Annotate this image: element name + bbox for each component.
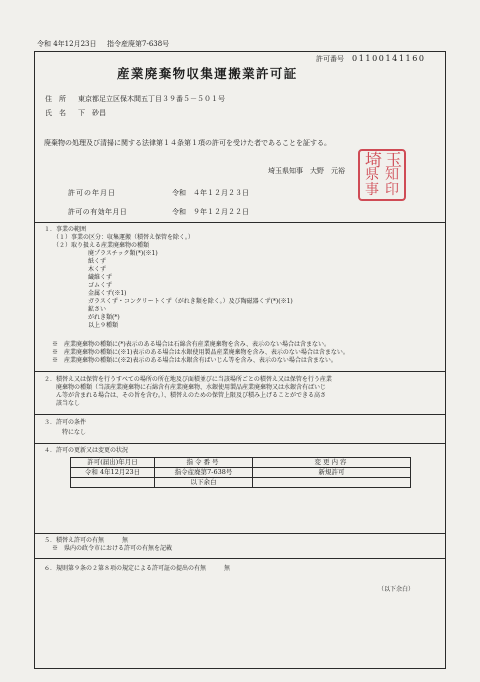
certificate-title: 産業廃棄物収集運搬業許可証 <box>117 66 298 81</box>
expiry-date-value: 令和 ９年１２月２２日 <box>172 208 249 216</box>
section2-line: ん等が含まれる場合は、その旨を含む。）、積替えのための保管上限及び積み上げることができる高さ <box>44 392 327 399</box>
certification-statement: 廃棄物の処理及び清掃に関する法律第１４条第１項の許可を受けた者であることを証する。 <box>44 139 331 147</box>
official-seal <box>358 149 406 201</box>
waste-item: 以上９種類 <box>88 322 119 329</box>
seal-char: 県 <box>365 167 379 183</box>
section-divider <box>34 443 446 444</box>
issued-date-label: 許可の年月日 <box>68 189 116 197</box>
waste-types-heading: （２）取り扱える産業廃棄物の種類 <box>53 242 150 249</box>
name-label: 氏 名 <box>45 109 66 117</box>
waste-item: 廃プラスチック類(*)(※1) <box>88 250 158 257</box>
column-header: 指令番号 <box>155 458 253 468</box>
seal-char: 事 <box>365 182 379 198</box>
section-divider <box>34 533 446 534</box>
section-divider <box>34 222 446 223</box>
table-cell <box>71 478 155 488</box>
waste-item: ガラスくず・コンクリートくず（がれき類を除く。）及び陶磁器くず(*)(※1) <box>88 298 293 305</box>
waste-item: がれき類(*) <box>88 314 120 321</box>
waste-item: ゴムくず <box>88 282 113 289</box>
table-cell: 指令産廃第7-638号 <box>155 468 253 478</box>
governor-name: 埼玉県知事 大野 元裕 <box>268 167 345 175</box>
seal-char: 玉 <box>385 151 402 171</box>
conditions-value: 特になし <box>62 429 87 436</box>
waste-item: 鉱さい <box>88 306 107 313</box>
section2-none: 該当なし <box>44 400 81 407</box>
table-header-row <box>71 458 411 468</box>
section-divider <box>34 371 446 372</box>
history-table <box>70 457 411 488</box>
section4-heading: ４．許可の更新又は変更の状況 <box>44 447 129 454</box>
table-row <box>71 468 411 478</box>
note-mercury-products: ※ 産業廃棄物の種類に(※1)表示のある場合は水銀使用製品産業廃棄物を含み、表示のない場合は含まない。 <box>52 349 349 356</box>
waste-item: 繊維くず <box>88 274 113 281</box>
column-header: 許可(届出)年月日 <box>71 458 155 468</box>
section2-line: ２．積替え又は保管を行うすべての場所の所在地及び面積並びに当該場所ごとの積替え又は保管を行う産業 <box>44 376 332 383</box>
reference-number: 指令産廃第7-638号 <box>107 40 170 48</box>
table-cell: 新規許可 <box>253 468 411 478</box>
section1-heading: １．事業の範囲 <box>44 226 87 233</box>
section-divider <box>34 414 446 415</box>
end-of-document: （以下余白） <box>378 586 415 593</box>
waste-item: 金属くず(※1) <box>88 290 127 297</box>
column-header: 変更内容 <box>253 458 411 468</box>
address-label: 住 所 <box>45 95 66 103</box>
seal-char: 印 <box>385 182 399 198</box>
table-cell: 令和 4年12月23日 <box>71 468 155 478</box>
section6-text: ６．規則第９条の２第８項の規定による許可証の提出の有無 無 <box>44 565 231 572</box>
table-cell <box>253 478 411 488</box>
section5-note: ※ 県内の政令市における許可の有無を記載 <box>52 545 173 552</box>
table-row <box>71 478 411 488</box>
table-cell: 以下余白 <box>155 478 253 488</box>
expiry-date-label: 許可の有効年月日 <box>68 208 128 216</box>
permit-number-label: 許可番号 <box>316 55 344 63</box>
name-value: 下 砂昌 <box>78 109 106 117</box>
business-category: （１）事業の区分：収集運搬（積替え保管を除く。） <box>53 234 194 241</box>
issue-date: 令和 4年12月23日 <box>37 40 97 48</box>
section5-heading: ５．積替え許可の有無 無 <box>44 537 129 544</box>
issued-date-value: 令和 ４年１２月２３日 <box>172 189 249 197</box>
note-asbestos: ※ 産業廃棄物の種類に(*)表示のある場合は石綿含有産業廃棄物を含み、表示のない場合は含まない。 <box>52 341 331 348</box>
permit-number: 01100141160 <box>352 54 426 63</box>
note-mercury-dust: ※ 産業廃棄物の種類に(※2)表示のある場合は水銀含有ばいじん等を含み、表示のない場合は含まない。 <box>52 357 337 364</box>
waste-item: 木くず <box>88 266 107 273</box>
section-divider <box>34 558 446 559</box>
address-value: 東京都足立区保木間五丁目３９番５－５０１号 <box>78 95 225 103</box>
seal-char: 埼 <box>365 151 382 171</box>
section2-line: 廃棄物の種類（当該産業廃棄物に石綿含有産業廃棄物、水銀使用製品産業廃棄物又は水銀含有ばいじ <box>44 384 327 391</box>
waste-item: 紙くず <box>88 258 107 265</box>
section3-heading: ３．許可の条件 <box>44 419 87 426</box>
seal-char: 知 <box>385 167 399 183</box>
